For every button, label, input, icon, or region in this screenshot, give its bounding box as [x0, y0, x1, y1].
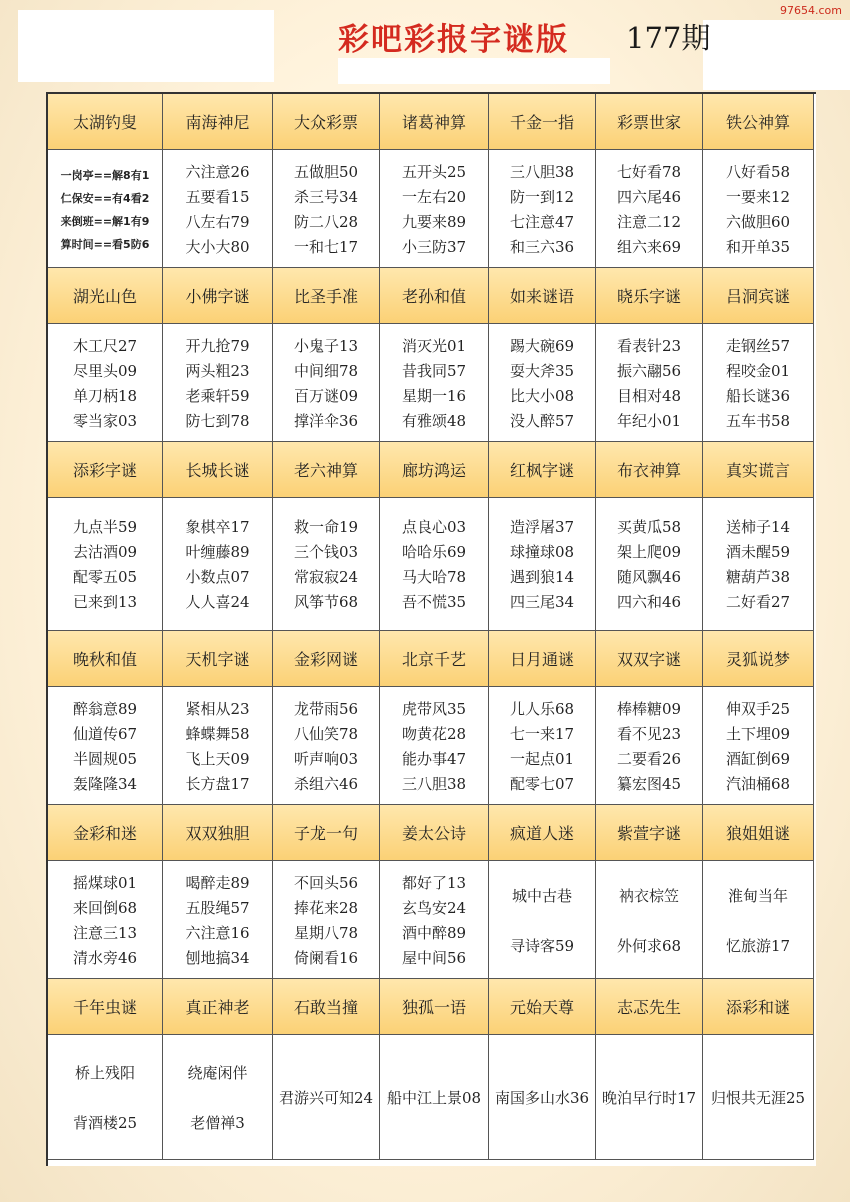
riddle-line: 常寂寂24 [293, 568, 359, 586]
riddle-line: 目相对48 [616, 386, 682, 405]
riddle-line: 五做胆50 [293, 162, 359, 181]
riddle-line: 倚阑看16 [293, 948, 359, 967]
riddle-line: 土下埋09 [725, 724, 791, 743]
riddle-line: 纂宏图45 [616, 774, 682, 793]
riddle-line: 寻诗客59 [509, 936, 575, 955]
riddle-line: 一左右20 [401, 187, 467, 206]
column-heading: 南海神尼 [163, 94, 273, 150]
riddle-cell [48, 498, 163, 631]
riddle-line: 一岗亭==解8有1 [60, 168, 150, 182]
riddle-cell [380, 687, 489, 805]
riddle-line: 糖葫芦38 [725, 568, 791, 586]
riddle-line: 防一到12 [509, 187, 575, 206]
column-heading: 彩票世家 [596, 94, 703, 150]
riddle-cell [489, 1035, 596, 1160]
riddle-line: 三八胆38 [509, 162, 575, 181]
riddle-line: 送柿子14 [725, 518, 791, 536]
riddle-cell [48, 150, 163, 268]
riddle-line: 醉翁意89 [72, 699, 138, 718]
riddle-line: 注意三13 [72, 923, 138, 942]
riddle-cell [596, 498, 703, 631]
riddle-cell [163, 687, 273, 805]
riddle-line: 五股绳57 [185, 898, 250, 917]
riddle-cell [380, 861, 489, 979]
riddle-line: 七一来17 [509, 724, 575, 743]
column-heading: 廊坊鸿运 [380, 442, 489, 498]
riddle-line: 买黄瓜58 [616, 518, 682, 536]
riddle-line: 组六来69 [616, 237, 682, 256]
riddle-line: 伸双手25 [725, 699, 791, 718]
riddle-cell [596, 1035, 703, 1160]
riddle-cell [703, 687, 814, 805]
riddle-cell [273, 150, 380, 268]
column-heading: 紫萱字谜 [596, 805, 703, 861]
riddle-line: 一和七17 [293, 237, 359, 256]
issue-number: 177期 [626, 21, 711, 55]
column-heading: 日月通谜 [489, 631, 596, 687]
column-heading: 老六神算 [273, 442, 380, 498]
riddle-line: 飞上天09 [185, 749, 250, 768]
column-heading: 真正神老 [163, 979, 273, 1035]
column-heading: 千金一指 [489, 94, 596, 150]
riddle-line: 走钢丝57 [725, 336, 791, 355]
riddle-line: 小数点07 [185, 568, 250, 586]
riddle-cell [703, 324, 814, 442]
riddle-line: 五车书58 [725, 411, 791, 430]
riddle-line: 小三防37 [401, 237, 467, 256]
riddle-line: 尽里头09 [72, 361, 138, 380]
riddle-table [46, 92, 816, 1166]
riddle-line: 蜂蝶舞58 [185, 724, 250, 743]
riddle-line: 八好看58 [725, 162, 791, 181]
riddle-line: 来倒班==解1有9 [60, 214, 150, 228]
column-heading: 晚秋和值 [48, 631, 163, 687]
column-heading: 吕洞宾谜 [703, 268, 814, 324]
riddle-cell [273, 861, 380, 979]
blank-subheader-box [338, 58, 610, 84]
riddle-line: 撑洋伞36 [293, 411, 359, 430]
riddle-line: 和开单35 [725, 237, 791, 256]
riddle-line: 都好了13 [401, 873, 467, 892]
riddle-line: 酒未醒59 [725, 543, 791, 561]
riddle-line: 南国多山水36 [494, 1088, 590, 1107]
riddle-line: 棒棒糖09 [616, 699, 682, 718]
riddle-line: 七注意47 [509, 212, 575, 231]
column-heading: 千年虫谜 [48, 979, 163, 1035]
riddle-cell [489, 150, 596, 268]
riddle-cell [163, 150, 273, 268]
column-heading: 长城长谜 [163, 442, 273, 498]
riddle-line: 踢大碗69 [509, 336, 575, 355]
column-heading: 子龙一句 [273, 805, 380, 861]
riddle-line: 吾不慌35 [401, 593, 467, 611]
riddle-line: 造浮屠37 [509, 518, 575, 536]
column-heading: 湖光山色 [48, 268, 163, 324]
riddle-cell [596, 861, 703, 979]
column-heading: 如来谜语 [489, 268, 596, 324]
riddle-cell [163, 861, 273, 979]
riddle-cell [596, 687, 703, 805]
riddle-line: 晚泊早行时17 [601, 1088, 697, 1107]
column-heading: 晓乐字谜 [596, 268, 703, 324]
column-heading: 真实谎言 [703, 442, 814, 498]
column-heading: 元始天尊 [489, 979, 596, 1035]
column-heading: 石敢当撞 [273, 979, 380, 1035]
riddle-line: 桥上残阳 [74, 1064, 135, 1082]
column-heading: 天机字谜 [163, 631, 273, 687]
riddle-line: 六注意26 [185, 162, 250, 181]
riddle-cell [48, 861, 163, 979]
column-heading: 独孤一语 [380, 979, 489, 1035]
riddle-line: 清水旁46 [72, 948, 138, 967]
riddle-line: 随风飘46 [616, 568, 682, 586]
riddle-line: 一起点01 [509, 749, 575, 768]
column-heading: 比圣手准 [273, 268, 380, 324]
riddle-line: 八左右79 [185, 212, 250, 231]
riddle-line: 四六和46 [616, 593, 682, 611]
column-heading: 灵狐说梦 [703, 631, 814, 687]
riddle-line: 九要来89 [401, 212, 467, 231]
riddle-cell [273, 324, 380, 442]
riddle-line: 防二八28 [293, 212, 359, 231]
riddle-cell [703, 861, 814, 979]
riddle-line: 摇煤球01 [72, 873, 138, 892]
column-heading: 北京千艺 [380, 631, 489, 687]
column-heading: 布衣神算 [596, 442, 703, 498]
riddle-line: 杀组六46 [293, 774, 359, 793]
riddle-line: 长方盘17 [185, 774, 250, 793]
riddle-line: 汽油桶68 [725, 774, 791, 793]
riddle-line: 看不见23 [616, 724, 682, 743]
riddle-cell [48, 324, 163, 442]
column-heading: 双双独胆 [163, 805, 273, 861]
column-heading: 金彩和迷 [48, 805, 163, 861]
riddle-line: 喝醉走89 [185, 873, 250, 892]
riddle-line: 仁保安==有4看2 [60, 191, 150, 205]
riddle-line: 不回头56 [293, 873, 359, 892]
riddle-line: 去沽酒09 [72, 543, 138, 561]
riddle-line: 听声响03 [293, 749, 359, 768]
riddle-line: 看表针23 [616, 336, 682, 355]
riddle-line: 配零五05 [72, 568, 138, 586]
riddle-line: 七好看78 [616, 162, 682, 181]
riddle-line: 消灭光01 [401, 336, 467, 355]
blank-header-box [18, 10, 274, 82]
riddle-line: 点良心03 [401, 518, 467, 536]
riddle-line: 中间细78 [293, 361, 359, 380]
riddle-line: 振六翮56 [616, 361, 682, 380]
riddle-line: 四六尾46 [616, 187, 682, 206]
site-watermark: 97654.com [780, 4, 842, 17]
riddle-line: 象棋卒17 [185, 518, 250, 536]
riddle-line: 注意二12 [616, 212, 682, 231]
riddle-line: 星期八78 [293, 923, 359, 942]
riddle-line: 救一命19 [293, 518, 359, 536]
riddle-cell [273, 498, 380, 631]
riddle-line: 有雅颂48 [401, 411, 467, 430]
riddle-line: 遇到狼14 [509, 568, 575, 586]
riddle-line: 年纪小01 [616, 411, 682, 430]
riddle-cell [596, 324, 703, 442]
riddle-line: 昔我同57 [401, 361, 467, 380]
riddle-line: 木工尺27 [72, 336, 138, 355]
riddle-cell [703, 498, 814, 631]
riddle-line: 能办事47 [401, 749, 467, 768]
riddle-line: 衲衣棕笠 [618, 886, 679, 905]
riddle-cell [273, 1035, 380, 1160]
riddle-line: 四三尾34 [509, 593, 575, 611]
riddle-line: 人人喜24 [185, 593, 250, 611]
riddle-cell [489, 687, 596, 805]
riddle-line: 小鬼子13 [293, 336, 359, 355]
riddle-cell [596, 150, 703, 268]
riddle-line: 轰隆隆34 [72, 774, 138, 793]
riddle-line: 紧相从23 [185, 699, 250, 718]
riddle-line: 外何求68 [616, 936, 682, 955]
riddle-cell [489, 324, 596, 442]
riddle-line: 已来到13 [72, 593, 138, 611]
riddle-cell [163, 324, 273, 442]
riddle-line: 君游兴可知24 [278, 1088, 374, 1107]
riddle-line: 来回倒68 [72, 898, 138, 917]
riddle-line: 架上爬09 [616, 543, 682, 561]
riddle-line: 杀三号34 [293, 187, 359, 206]
riddle-cell [703, 150, 814, 268]
column-heading: 姜太公诗 [380, 805, 489, 861]
riddle-line: 船长谜36 [725, 386, 791, 405]
riddle-cell [163, 498, 273, 631]
column-heading: 双双字谜 [596, 631, 703, 687]
riddle-cell [48, 687, 163, 805]
riddle-line: 算时间==看5防6 [60, 237, 150, 251]
riddle-cell [380, 498, 489, 631]
column-heading: 铁公神算 [703, 94, 814, 150]
riddle-line: 二好看27 [725, 593, 791, 611]
riddle-line: 哈哈乐69 [401, 543, 467, 561]
riddle-line: 零当家03 [72, 411, 138, 430]
column-heading: 志忑先生 [596, 979, 703, 1035]
riddle-line: 玄鸟安24 [401, 898, 467, 917]
riddle-line: 老僧禅3 [190, 1114, 245, 1132]
riddle-line: 耍大斧35 [509, 361, 575, 380]
column-heading: 添彩和谜 [703, 979, 814, 1035]
page-title: 彩吧彩报字谜版 [338, 22, 569, 58]
riddle-cell [163, 1035, 273, 1160]
riddle-line: 六注意16 [185, 923, 250, 942]
column-heading: 大众彩票 [273, 94, 380, 150]
riddle-line: 酒中醉89 [401, 923, 467, 942]
riddle-cell [48, 1035, 163, 1160]
column-heading: 狼姐姐谜 [703, 805, 814, 861]
riddle-line: 一要来12 [725, 187, 791, 206]
riddle-line: 两头粗23 [185, 361, 250, 380]
riddle-line: 虎带风35 [401, 699, 467, 718]
riddle-line: 城中古巷 [511, 886, 572, 905]
riddle-line: 百万谜09 [293, 386, 359, 405]
blank-corner-box [703, 20, 850, 90]
riddle-line: 九点半59 [72, 518, 138, 536]
riddle-line: 仙道传67 [72, 724, 138, 743]
riddle-line: 儿人乐68 [509, 699, 575, 718]
riddle-line: 单刀柄18 [72, 386, 138, 405]
riddle-line: 五要看15 [185, 187, 250, 206]
riddle-line: 八仙笑78 [293, 724, 359, 743]
riddle-line: 龙带雨56 [293, 699, 359, 718]
riddle-line: 大小大80 [185, 237, 250, 256]
riddle-line: 刨地搞34 [185, 948, 250, 967]
column-heading: 太湖钓叟 [48, 94, 163, 150]
riddle-line: 防七到78 [185, 411, 250, 430]
column-heading: 诸葛神算 [380, 94, 489, 150]
riddle-line: 风筝节68 [293, 593, 359, 611]
riddle-line: 三八胆38 [401, 774, 467, 793]
riddle-line: 绕庵闲伴 [187, 1064, 248, 1082]
riddle-line: 船中江上景08 [386, 1088, 482, 1107]
riddle-line: 和三六36 [509, 237, 575, 256]
riddle-line: 酒缸倒69 [725, 749, 791, 768]
column-heading: 老孙和值 [380, 268, 489, 324]
riddle-line: 背酒楼25 [72, 1114, 138, 1132]
riddle-cell [489, 861, 596, 979]
riddle-line: 六做胆60 [725, 212, 791, 231]
riddle-line: 老乘轩59 [185, 386, 250, 405]
riddle-cell [380, 1035, 489, 1160]
column-heading: 小佛字谜 [163, 268, 273, 324]
riddle-line: 球撞球08 [509, 543, 575, 561]
riddle-line: 三个钱03 [293, 543, 359, 561]
riddle-line: 半圆规05 [72, 749, 138, 768]
riddle-line: 马大哈78 [401, 568, 467, 586]
riddle-line: 比大小08 [509, 386, 575, 405]
column-heading: 疯道人迷 [489, 805, 596, 861]
riddle-line: 五开头25 [401, 162, 467, 181]
riddle-line: 叶缠藤89 [185, 543, 250, 561]
column-heading: 金彩网谜 [273, 631, 380, 687]
riddle-line: 归恨共无涯25 [710, 1088, 806, 1107]
riddle-line: 捧花来28 [293, 898, 359, 917]
column-heading: 红枫字谜 [489, 442, 596, 498]
riddle-line: 二要看26 [616, 749, 682, 768]
riddle-line: 吻黄花28 [401, 724, 467, 743]
riddle-line: 淮甸当年 [727, 886, 788, 905]
riddle-cell [380, 324, 489, 442]
riddle-line: 忆旅游17 [725, 936, 791, 955]
riddle-line: 配零七07 [509, 774, 575, 793]
riddle-line: 没人醉57 [509, 411, 575, 430]
riddle-cell [380, 150, 489, 268]
column-heading: 添彩字谜 [48, 442, 163, 498]
riddle-line: 星期一16 [401, 386, 467, 405]
riddle-cell [703, 1035, 814, 1160]
riddle-cell [273, 687, 380, 805]
riddle-line: 屋中间56 [401, 948, 467, 967]
riddle-line: 开九抢79 [185, 336, 250, 355]
riddle-cell [489, 498, 596, 631]
riddle-line: 程咬金01 [725, 361, 791, 380]
